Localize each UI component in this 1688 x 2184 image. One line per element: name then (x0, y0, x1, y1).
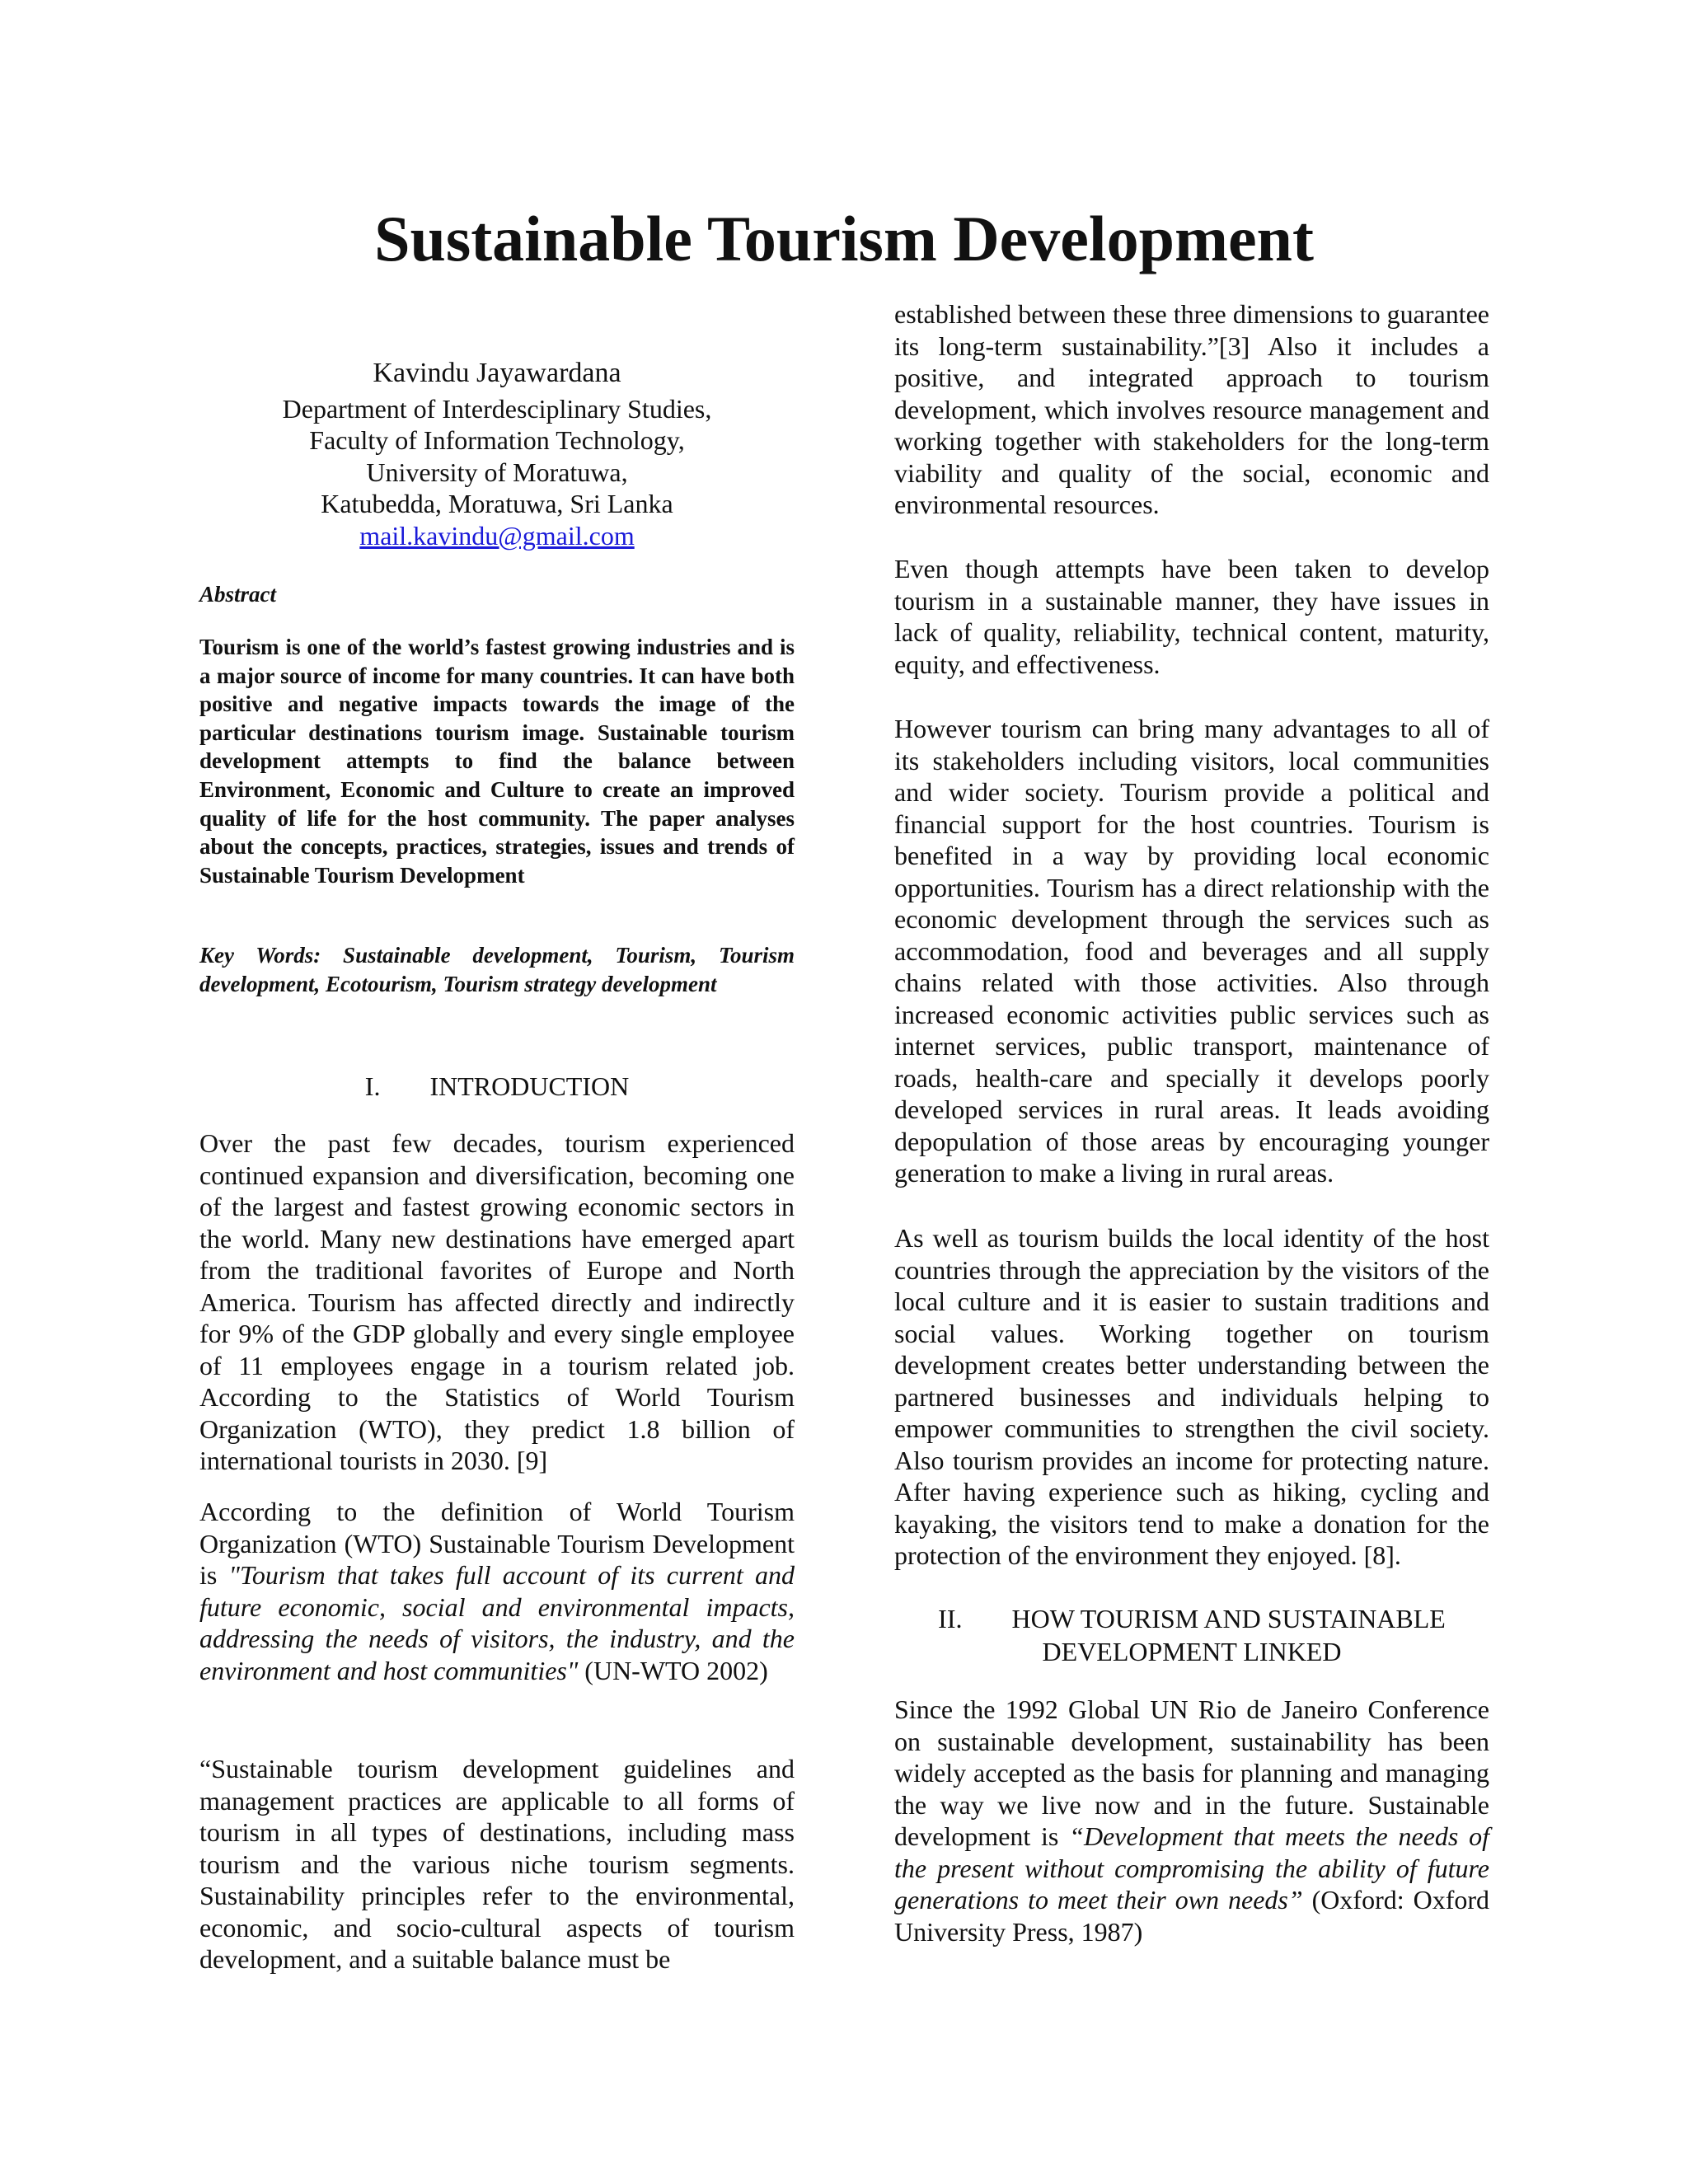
section-title-line1: HOW TOURISM AND SUSTAINABLE (1011, 1604, 1446, 1633)
keywords: Key Words: Sustainable development, Tourism, Tourism development, Ecotourism, Tourism strategy development (199, 943, 795, 996)
author-email-link[interactable]: mail.kavindu@gmail.com (359, 520, 635, 551)
intro-paragraph-2 (199, 1496, 795, 1686)
section-number: II. (938, 1604, 963, 1633)
intro-paragraph-3: “Sustainable tourism development guidelines and management practices are applicable to all forms of tourism in all types of destinations, including mass tourism and the various niche tourism segments. Sustainability principles refer to the environmental, economic, and socio-cultural aspects of tourism development, and a suitable balance must be (199, 1754, 795, 1974)
right-paragraph-3: However tourism can bring many advantages to all of its stakeholders including visitors, local communities and wider society. Tourism provide a political and financial support for the host countries. Tourism is benefited in a way by providing local economic opportunities. Tourism has a direct relationship with the economic development through the services such as accommodation, food and beverages and all supply chains related with those activities. Also through increased economic activities public services such as internet services, public transport, maintenance of roads, health-care and specially it develops poorly developed services in rural areas. It leads avoiding depopulation of those areas by encouraging younger generation to make a living in rural areas. (894, 714, 1489, 1188)
paper-title: Sustainable Tourism Development (374, 203, 1314, 274)
affiliation-line: Department of Interdesciplinary Studies, (282, 393, 712, 424)
sd-definition-source: (Oxford: Oxford University Press, 1987) (894, 1885, 1489, 1947)
abstract-heading: Abstract (199, 582, 277, 607)
intro-paragraph-1: Over the past few decades, tourism experienced continued expansion and diversification, becoming one of the largest and fastest growing economic sectors in the world. Many new destinations have emerged apart from the traditional favorites of Europe and North America. Tourism has affected directly and indirectly for 9% of the GDP globally and every single employee of 11 employees engage in a tourism related job. According to the Statistics of World Tourism Organization (WTO), they predict 1.8 billion of international tourists in 2030. [9] (199, 1128, 795, 1475)
abstract-text: Tourism is one of the world’s fastest growing industries and is a major source of income for many countries. It can have both positive and negative impacts towards the image of the particular destinations tourism image. Sustainable tourism development attempts to find the balance between Environment, Economic and Culture to create an improved quality of life for the host community. The paper analyses about the concepts, practices, strategies, issues and trends of Sustainable Tourism Development (199, 635, 795, 888)
section-heading-introduction (199, 1070, 795, 1103)
author-block (199, 358, 795, 551)
section-title-line2: DEVELOPMENT LINKED (1042, 1637, 1342, 1666)
affiliation-line: Katubedda, Moratuwa, Sri Lanka (321, 489, 673, 518)
right-paragraph-2: Even though attempts have been taken to develop tourism in a sustainable manner, they have issues in lack of quality, reliability, technical content, maturity, equity, and effectiveness. (894, 554, 1489, 679)
definition-source: (UN-WTO 2002) (578, 1655, 768, 1685)
definition-lead: According to the definition of World Tourism Organization (WTO) Sustainable Tourism Development is (199, 1497, 795, 1590)
sd-definition-lead: Since the 1992 Global UN Rio de Janeiro Conference on sustainable development, sustainability has been widely accepted as the basis for planning and managing the way we live now and in the future. Sustainable development is (894, 1694, 1489, 1851)
author-name: Kavindu Jayawardana (373, 358, 621, 388)
definition-quote: "Tourism that takes full account of its current and future economic, social and environmental impacts, addressing the needs of visitors, the industry, and the environment and host communities" (199, 1560, 795, 1685)
section2-paragraph-1 (894, 1694, 1489, 1947)
section-title: INTRODUCTION (429, 1071, 630, 1101)
right-paragraph-4: As well as tourism builds the local identity of the host countries through the appreciation by the visitors of the local culture and it is easier to sustain traditions and social values. Working together on tourism development creates better understanding between the partnered businesses and individuals helping to empower communities to strengthen the civil society. Also tourism provides an income for protecting nature. After having experience such as hiking, cycling and kayaking, the visitors tend to make a donation for the protection of the environment they enjoyed. [8]. (894, 1223, 1489, 1570)
affiliation-line: Faculty of Information Technology, (309, 425, 685, 455)
affiliation-line: University of Moratuwa, (366, 457, 628, 487)
right-paragraph-1: established between these three dimensions to guarantee its long-term sustainability.”[3] Also it includes a positive, and integrated approach to tourism development, which involves resource management and working together with stakeholders for the long-term viability and quality of the social, economic and environmental resources. (894, 299, 1489, 519)
section-heading-linked (894, 1602, 1489, 1668)
section-number: I. (364, 1071, 381, 1101)
sd-definition-quote: “Development that meets the needs of the present without compromising the ability of future generations to meet their own needs” (894, 1821, 1490, 1915)
